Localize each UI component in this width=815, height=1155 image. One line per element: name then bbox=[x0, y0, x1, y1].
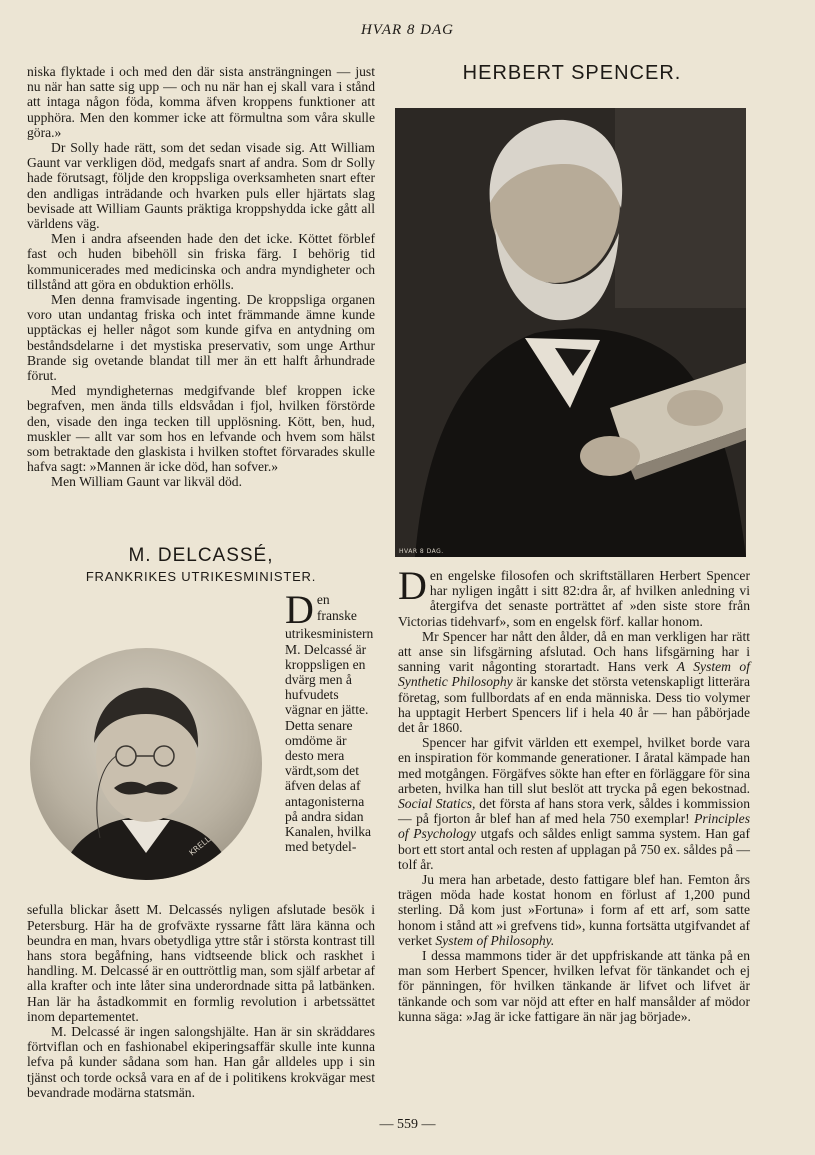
photo-credit: HVAR 8 DAG. bbox=[399, 548, 444, 555]
book-title: Principles of Psychology bbox=[398, 811, 750, 842]
delcasse-title: M. DELCASSÉ, bbox=[128, 545, 274, 566]
left-article bbox=[27, 64, 375, 490]
spencer-portrait-drawing bbox=[395, 108, 746, 557]
left-paragraph: Men William Gaunt var likväl död. bbox=[51, 474, 242, 490]
spencer-dropcap: D bbox=[398, 563, 427, 608]
delcasse-paragraph: M. Delcassé är ingen salongshjälte. Han är sin skräddares förtviflan och en fashionabel ekiperingsaffär skulle inte kunna lefva på kunder sådana som han. Han går alldeles upp i sin tjänst och torde också vara en af de i politikens krokvägar mest bevandrade modärna statsmän. bbox=[27, 1024, 375, 1100]
delcasse-dropcap: D bbox=[285, 587, 314, 633]
left-paragraph: Med myndigheternas medgifvande blef kroppen icke begrafven, men ända tills eldsvådan i fjol, hvilken förstörde den, visade den inga tecken till upplösning. Kött, ben, hud, muskler — allt var som hos en lefvande och hvem som hälst som betraktade den glaskista i hvilken stoftet förvarades skulle hafva sagt: »Mannen är icke död, han sofver.» bbox=[27, 383, 375, 475]
book-title: A System of Synthetic Philosophy bbox=[398, 659, 750, 690]
book-title: Social Statics, bbox=[398, 796, 476, 812]
delcasse-narrow-body: en franske utrikesministern M. Delcassé är kroppsligen en dvärg men å hufvudets vägnar en jätte. Detta senare omdöme är desto mera värdt,som det äfven delas af antagonisterna på andra sidan Kanalen, hvilka med betydel- bbox=[285, 592, 374, 855]
spencer-article bbox=[398, 563, 750, 1024]
spencer-paragraph bbox=[398, 563, 750, 629]
spencer-text: utgafs och såldes enligt samma system. Han gaf bort ett stort antal och resten af upplagan på 750 ex. såldes på — tolf år. bbox=[398, 826, 750, 872]
spencer-text: Ju mera han arbetade, desto fattigare blef han. Femton års trägen möda hade kostat honom en förlust af 1,200 pund sterling. Då kom just »Fortuna» i form af ett arf, som satte honom i stånd att »i grefvens tid», kunna fortsätta utgifvandet af verket bbox=[398, 872, 750, 948]
spencer-text: en engelske filosofen och skriftställaren Herbert Spencer har nyligen ingått i sitt 82:dra år, af hvilken anledning vi återgifva det senaste porträttet af »den siste store från Victorias tidehvarf», som en engelsk förf. kallar honom. bbox=[398, 568, 750, 629]
spencer-paragraph bbox=[398, 629, 750, 735]
delcasse-paragraph: sefulla blickar åsett M. Delcassés nyligen afslutade besök i Petersburg. Här ha de grofväxte ryssarne fått lära känna och beundra en man, hvars obetydliga yttre står i största kontrast till hans stora begåfning, hans vidtseende blick och raskhet i handling. M. Delcassé är en outtröttlig man, som själf arbetar af alla krafter och inte låter sina underordnade sitta på latbänken. Han lär ha åstadkommit en formlig revolution i arbetssättet inom departementet. bbox=[27, 902, 375, 1024]
left-paragraph: Men i andra afseenden hade den det icke. Köttet förblef fast och huden bibehöll sin friska färg. I behörig tid kommunicerades med medicinska och andra myndigheter och tillstånd att göra en obduktion erhölls. bbox=[27, 231, 375, 292]
spencer-paragraph bbox=[398, 872, 750, 948]
book-title: System of Philosophy. bbox=[435, 932, 555, 948]
delcasse-subtitle: FRANKRIKES UTRIKESMINISTER. bbox=[85, 569, 317, 585]
delcasse-portrait bbox=[30, 648, 262, 880]
left-paragraph: Dr Solly hade rätt, som det sedan visade sig. Att William Gaunt var verkligen död, medgafs snart af andra. Som dr Solly hade förutsagt, följde den kroppsliga overksamheten snart efter den andligas inträdande och hvarken puls eller hjärtats slag bevisade att William Gaunts präktiga kroppshydda icke gått all världens väg. bbox=[27, 140, 375, 232]
page-number: — 559 — bbox=[379, 1117, 436, 1132]
spencer-paragraph bbox=[398, 735, 750, 872]
spencer-portrait bbox=[395, 108, 746, 557]
delcasse-narrow-text bbox=[285, 587, 374, 855]
delcasse-article bbox=[27, 545, 375, 1100]
spencer-title: HERBERT SPENCER. bbox=[462, 62, 682, 84]
spencer-text: är kanske det största vetenskapligt litterära företag, som fullbordats af en enda människa. Dess tio volymer ha upptagit Herbert Spencers lif i hela 40 år — han påbörjade det år 1860. bbox=[398, 674, 750, 736]
left-paragraph: Men denna framvisade ingenting. De kroppsliga organen voro utan undantag friska och intet främmande ämne kunde upptäckas ej heller något som kunde gifva en antydning om beståndsdelarne i det mystiska preservativ, som unge Arthur Brande sig ovetande blandat till mer än ett halft århundrade förut. bbox=[27, 292, 375, 384]
delcasse-top-block bbox=[27, 587, 375, 902]
spencer-paragraph: I dessa mammons tider är det uppfriskande att tänka på en man som Herbert Spencer, hvilken lefvat för tänkandet och ej för pänningen, för hvilken tänkande är lifvet och lifvet är tänkande och som var nöjd att efter en half mansålder af mödor kunna säga: »Jag är icke fattigare än när jag började». bbox=[398, 948, 750, 1024]
spencer-text: det första af hans stora verk, såldes i kommission — på fjorton år blef han af med hela 750 exemplar! bbox=[398, 796, 750, 827]
running-head: HVAR 8 DAG bbox=[360, 22, 455, 38]
spencer-text: Mr Spencer har nått den ålder, då en man verkligen har rätt att anse sin lifsgärning afslutad. Och hans lifsgärning har i sanning varit någonting storartadt. Hans verk bbox=[398, 628, 750, 675]
left-paragraph: niska flyktade i och med den där sista ansträngningen — just nu när han satte sig upp — och nu när han ej skall vara i stånd att intaga någon föda, komma äfven kroppens funktioner att upphöra. Men den kommer icke att förmultna som våra skulle göra.» bbox=[27, 64, 375, 140]
spencer-text: Spencer har gifvit världen ett exempel, hvilket borde vara en inspiration för kommande generationer. I åratal kämpade han med motgången. Förgäfves sökte han efter en förläggare för sina arbeten, hvilka han till slut beslöt att trycka på egen bekostnad. bbox=[398, 735, 750, 796]
portrait-signature: KRELL bbox=[187, 835, 213, 858]
delcasse-portrait-drawing bbox=[30, 648, 262, 880]
